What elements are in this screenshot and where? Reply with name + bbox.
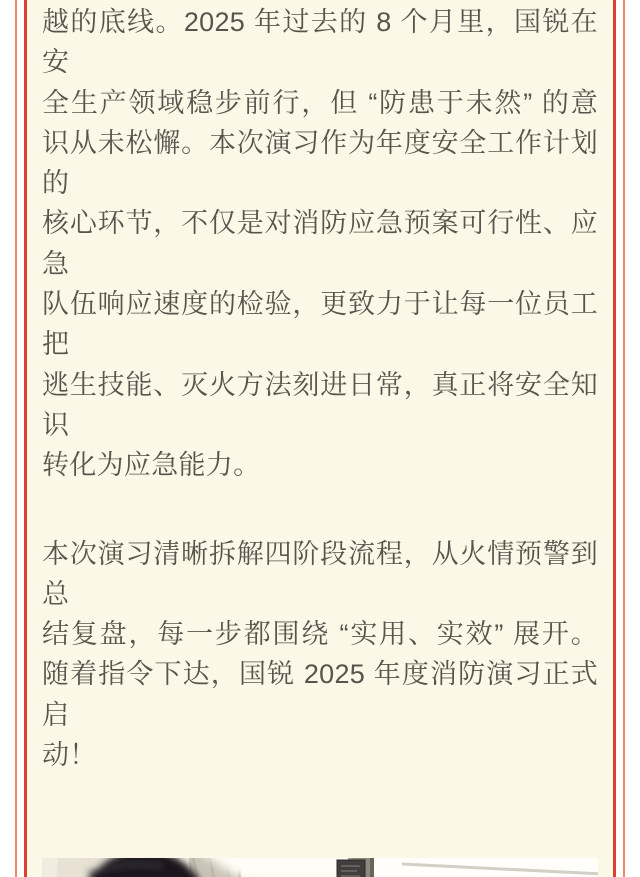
bright-window-light [192,858,598,877]
paragraph-1 [42,2,598,486]
card-outer-border [15,0,625,877]
text-line: 本次演习清晰拆解四阶段流程，从火情预警到总 [42,538,598,609]
text-line: 结复盘，每一步都围绕 “实用、实效” 展开。 [42,619,598,650]
paragraph-2 [42,534,598,776]
evacuation-photo[interactable] [42,858,598,877]
article-card [24,0,616,877]
wall-sign-plate [337,860,365,877]
article-content [42,0,598,877]
text-line: 识从未松懈。本次演习作为年度安全工作计划的 [42,127,598,199]
text-line: 转化为应急能力。 [42,450,261,481]
text-line: 逃生技能、灭火方法刻进日常，真正将安全知识 [42,369,598,440]
text-line: 队伍响应速度的检验，更致力于让每一位员工把 [42,289,598,360]
text-line: 越的底线。2025 年过去的 8 个月里，国锐在安 [42,7,598,78]
text-line: 核心环节，不仅是对消防应急预案可行性、应急 [42,208,598,279]
text-line: 动！ [42,740,97,771]
text-line: 全生产领域稳步前行，但 “防患于未然” 的意 [42,87,598,118]
text-line: 随着指令下达，国锐 2025 年度消防演习正式启 [42,659,598,730]
